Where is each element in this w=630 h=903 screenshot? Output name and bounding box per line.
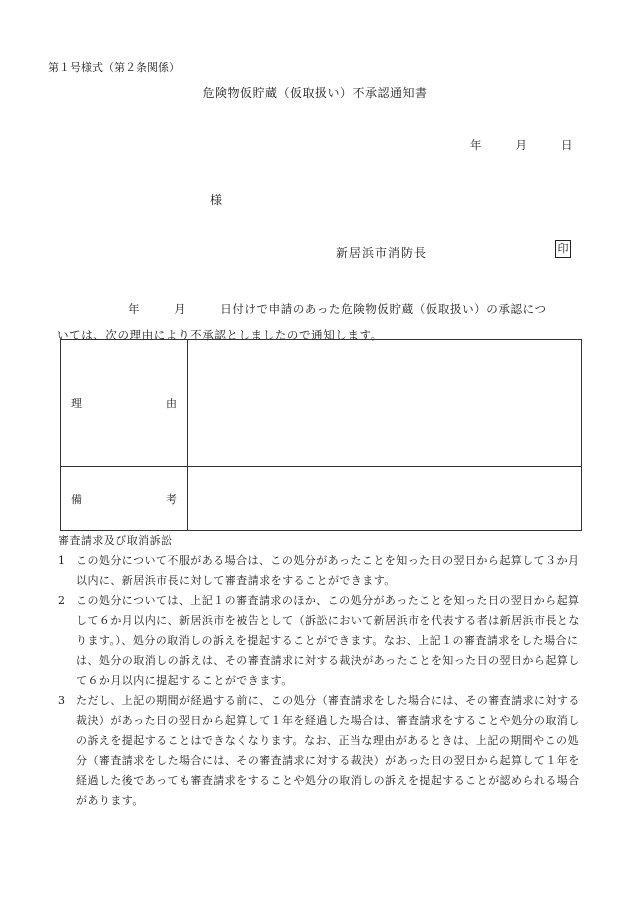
intro-month-label: 月 xyxy=(174,302,187,316)
reason-field[interactable] xyxy=(188,340,582,467)
date-month-label: 月 xyxy=(515,138,527,152)
document-title: 危険物仮貯蔵（仮取扱い）不承認通知書 xyxy=(202,86,428,100)
intro-year-label: 年 xyxy=(128,302,141,316)
appeal-item-3: 3 ただし、上記の期間が経過する前に、この処分（審査請求をした場合には、その審査請求に対する裁決）があった日の翌日から起算して１年を経過した場合は、審査請求をすることや処分の取消しの訴えを提起することはできなくなります。なお、正当な理由があるときは、上記の期間やこの処分（審査請求をした場合には、その審査請求に対する裁決）があった日の翌日から起算して１年を経過した後であっても審査請求をすることや処分の取消しの訴えを提起することが認められる場合があります。 xyxy=(58,694,580,807)
addressee-suffix: 様 xyxy=(210,193,223,207)
remarks-field[interactable] xyxy=(188,467,582,531)
reason-row xyxy=(61,340,582,467)
form-number: 第１号様式（第２条関係） xyxy=(48,61,180,74)
date-line xyxy=(470,137,573,153)
appeal-notice xyxy=(58,531,588,811)
remarks-label: 備 考 xyxy=(61,467,188,531)
issuer-name: 新居浜市消防長 xyxy=(336,246,428,260)
appeal-item-1: 1 この処分について不服がある場合は、この処分があったことを知った日の翌日から起算して３か月以内に、新居浜市長に対して審査請求をすることができます。 xyxy=(58,554,580,587)
date-year-label: 年 xyxy=(470,138,482,152)
reason-label: 理 由 xyxy=(61,340,188,467)
seal-stamp: 印 xyxy=(555,240,571,258)
remarks-row xyxy=(61,467,582,531)
intro-line2: いては、次の理由により不承認としましたので通知します。 xyxy=(57,328,383,342)
date-day-label: 日 xyxy=(561,138,573,152)
intro-line1: 日付けで申請のあった危険物仮貯蔵（仮取扱い）の承認につ xyxy=(220,302,547,316)
appeal-heading: 審査請求及び取消訴訟 xyxy=(58,534,173,547)
appeal-item-2: 2 この処分については、上記１の審査請求のほか、この処分があったことを知った日の翌日から起算して６か月以内に、新居浜市を被告として（訴訟において新居浜市を代表する者は新居浜市長となります。）、処分の取消しの訴えを提起することができます。なお、上記１の審査請求をした場合には、処分の取消しの訴えは、その審査請求に対する裁決があったことを知った日の翌日から起算して６か月以内に提起することができます。 xyxy=(58,594,580,687)
reason-remarks-table xyxy=(60,339,582,531)
